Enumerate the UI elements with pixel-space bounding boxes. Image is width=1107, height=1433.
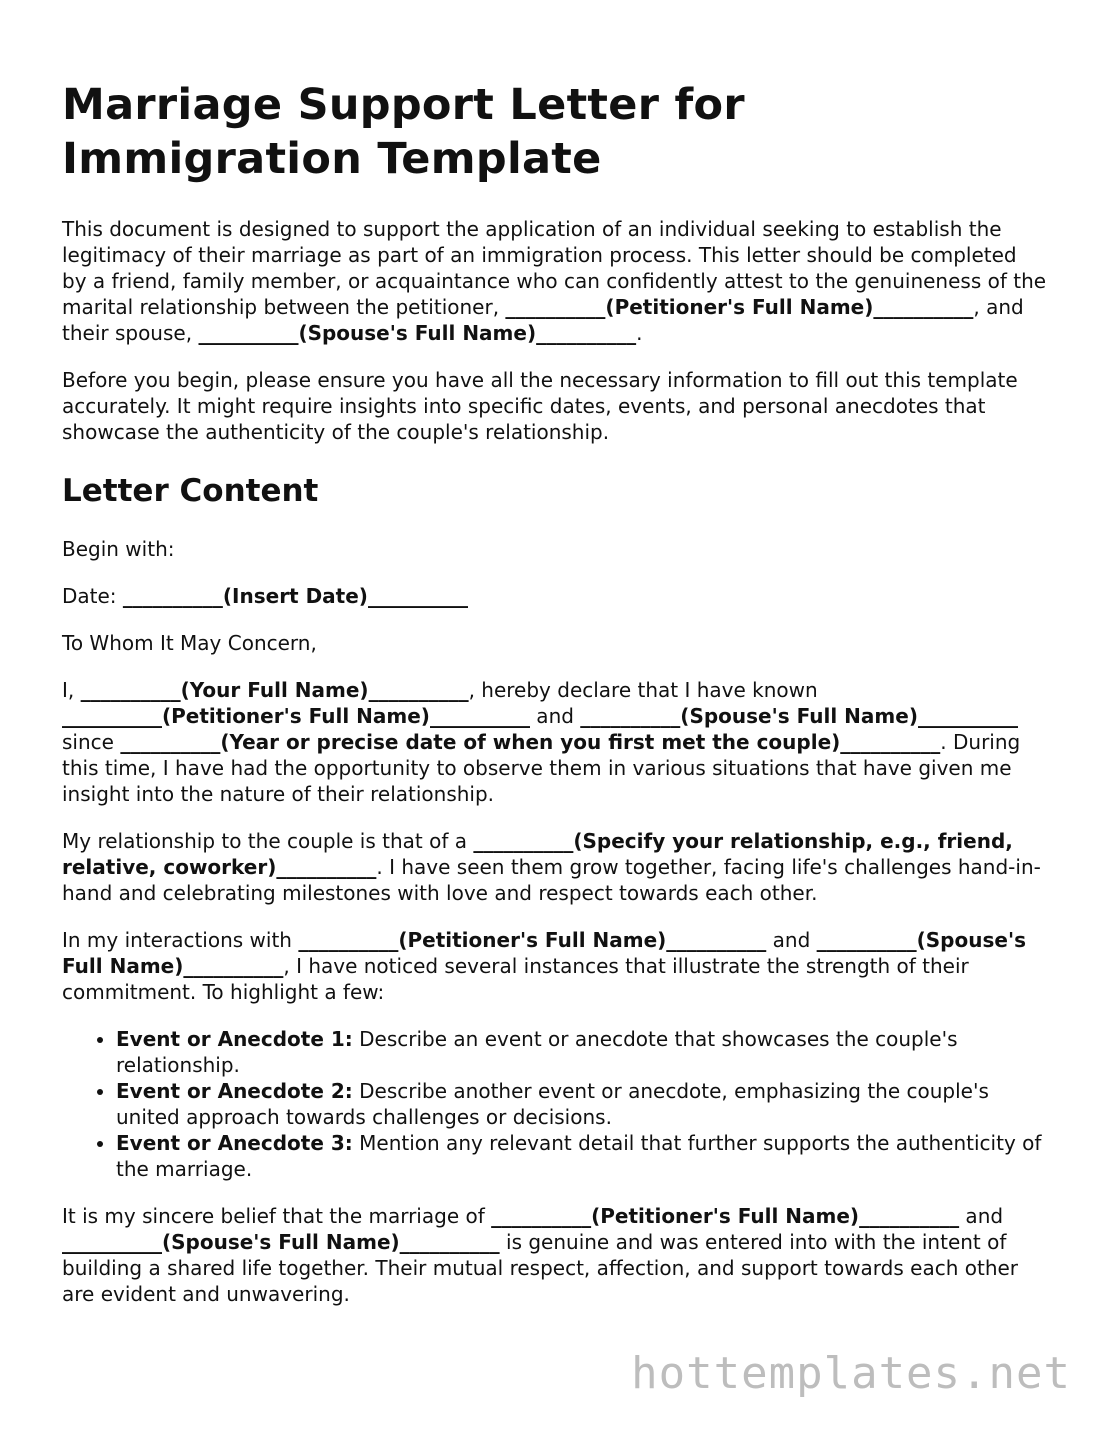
intro-paragraph-2: Before you begin, please ensure you have all the necessary information to fill out this template accurately. It might require insights into specific dates, events, and personal anecdotes that showcase the authenticity of the couple's relationship. (62, 368, 1018, 444)
page-title: Marriage Support Letter for Immigration Template (62, 80, 745, 184)
your-name-blank: __________(Your Full Name)__________ (80, 678, 469, 702)
date-blank: __________(Insert Date)__________ (122, 584, 468, 608)
letter-paragraph-1: I, __________(Your Full Name)__________, hereby declare that I have known __________(Petitioner's Full Name)__________ and __________(Spouse's Full Name)__________ since __________(Year or precise date of when you first met the couple)__________. During this time, I have had the opportunity to observe them in various situations that have given me insight into the nature of their relationship. (62, 678, 1021, 806)
spouse-name-blank: __________(Spouse's Full Name)__________ (198, 321, 637, 345)
list-item: • Event or Anecdote 2: Describe another event or anecdote, emphasizing the couple's united approach towards challenges or decisions. (116, 1078, 1047, 1130)
petitioner-name-blank: __________(Petitioner's Full Name)__________ (62, 704, 530, 728)
relationship-blank: __________(Specify your relationship, e.g., friend, relative, coworker)__________ (62, 829, 1013, 879)
petitioner-name-blank: __________(Petitioner's Full Name)__________ (505, 295, 974, 319)
salutation: To Whom It May Concern, (62, 631, 317, 655)
begin-with: Begin with: (62, 537, 175, 561)
list-item: • Event or Anecdote 1: Describe an event or anecdote that showcases the couple's relationship. (116, 1026, 1047, 1078)
date-met-blank: __________(Year or precise date of when you first met the couple)__________ (120, 730, 941, 754)
petitioner-name-blank: __________(Petitioner's Full Name)__________ (298, 928, 767, 952)
watermark: hottemplates.net (631, 1348, 1071, 1399)
document-page (62, 78, 1047, 1328)
intro-paragraph-1: This document is designed to support the application of an individual seeking to establish the legitimacy of their marriage as part of an immigration process. This letter should be completed by a friend, family member, or acquaintance who can confidently attest to the genuineness of the marital relationship between the petitioner, __________(Petitioner's Full Name)__________, and their spouse, __________(Spouse's Full Name)__________. (62, 217, 1047, 345)
letter-paragraph-4: It is my sincere belief that the marriage of __________(Petitioner's Full Name)__________ and __________(Spouse's Full Name)__________ is genuine and was entered into with the intent of building a shared life together. Their mutual respect, affection, and support towards each other are evident and unwavering. (62, 1204, 1019, 1306)
event-list (62, 1026, 1047, 1182)
spouse-name-blank: __________(Spouse's Full Name)__________ (580, 704, 1018, 728)
letter-paragraph-3: In my interactions with __________(Petitioner's Full Name)__________ and __________(Spouse's Full Name)__________, I have noticed several instances that illustrate the strength of their commitment. To highlight a few: (62, 928, 1026, 1004)
letter-paragraph-2: My relationship to the couple is that of a __________(Specify your relationship, e.g., friend, relative, coworker)__________. I have seen them grow together, facing life's challenges hand-in-hand and celebrating milestones with love and respect towards each other. (62, 829, 1041, 905)
petitioner-name-blank: __________(Petitioner's Full Name)__________ (491, 1204, 960, 1228)
section-heading-letter-content: Letter Content (62, 473, 319, 509)
list-item: • Event or Anecdote 3: Mention any relevant detail that further supports the authenticity of the marriage. (116, 1130, 1047, 1182)
date-line: Date: __________(Insert Date)__________ (62, 584, 468, 608)
spouse-name-blank: __________(Spouse's Full Name)__________ (62, 1230, 500, 1254)
spouse-name-blank: __________(Spouse's Full Name)__________ (62, 928, 1026, 978)
